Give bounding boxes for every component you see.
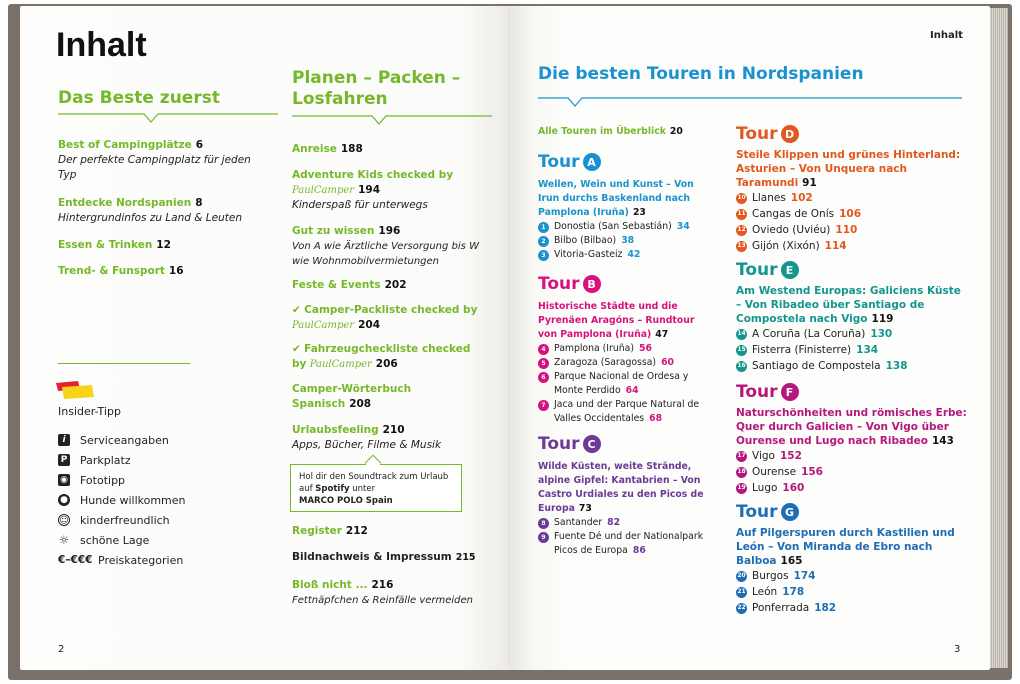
tour-label	[736, 382, 968, 402]
toc-entry-page: 196	[378, 225, 401, 237]
stop-name: Gijón (Xixón)	[752, 240, 820, 252]
toc-entry[interactable]	[292, 278, 407, 293]
toc-entry-page: 202	[384, 279, 407, 291]
tour-a[interactable]	[538, 152, 710, 262]
toc-entry[interactable]	[292, 168, 482, 213]
check-icon: ✔	[292, 343, 301, 355]
tour-stop[interactable]	[538, 516, 710, 530]
tour-description	[736, 406, 968, 448]
spotify-text: auf	[299, 484, 313, 494]
camera-icon: ◉	[58, 474, 70, 486]
stop-name: Santiago de Compostela	[752, 360, 881, 372]
box-pointer	[365, 455, 382, 472]
spotify-text: unter	[352, 484, 376, 494]
stop-number: 4	[538, 344, 549, 355]
tour-label	[736, 260, 968, 280]
toc-entry[interactable]	[58, 196, 258, 226]
price-symbol: €–€€€	[58, 554, 93, 566]
toc-entry-subtitle: Kinderspaß für unterwegs	[292, 199, 428, 211]
tour-desc-text: Historische Städte und die Pyrenäen Aragóns – Rundtour von Pamplona (Iruña)	[538, 301, 695, 340]
stop-name: Donostia (San Sebastián)	[554, 221, 672, 232]
tour-description	[538, 178, 710, 220]
stop-name: Vitoria-Gasteiz	[554, 249, 623, 260]
legend-label: Fototipp	[80, 473, 126, 487]
tour-stop[interactable]	[736, 342, 968, 358]
legend-item	[58, 430, 186, 450]
stop-number: 8	[538, 518, 549, 529]
tour-letter-badge: A	[583, 153, 601, 171]
spotify-brand: Spotify	[315, 484, 350, 494]
toc-entry-page: 204	[358, 319, 380, 331]
toc-entry-page: 16	[168, 265, 184, 277]
tour-stop[interactable]	[538, 234, 710, 248]
tour-stop[interactable]	[736, 464, 968, 480]
section-heading-best: Das Beste zuerst	[58, 88, 220, 108]
stop-page: 182	[814, 602, 837, 614]
toc-entry-title: Essen & Trinken	[58, 239, 153, 251]
tour-page: 119	[871, 313, 894, 325]
toc-entry-title: Bloß nicht ...	[292, 579, 368, 591]
toc-entry-title: Feste & Events	[292, 279, 381, 291]
stop-page: 102	[790, 192, 813, 204]
stop-number: 6	[538, 372, 549, 383]
legend-label: Parkplatz	[80, 453, 131, 467]
stop-name: Santander	[554, 517, 603, 528]
overview-page: 20	[669, 126, 683, 137]
tour-stop[interactable]	[736, 480, 968, 496]
tour-c[interactable]	[538, 434, 710, 558]
stop-name: Pamplona (Iruña)	[554, 343, 634, 354]
toc-entry[interactable]	[292, 550, 476, 565]
toc-entry[interactable]	[292, 303, 482, 333]
stop-page: 110	[835, 224, 858, 236]
stop-name: Parque Nacional de Ordesa y Monte Perdido	[554, 371, 689, 396]
toc-entry[interactable]	[58, 264, 258, 279]
page-number: 3	[954, 644, 961, 655]
toc-entry[interactable]	[292, 423, 482, 453]
stop-page: 160	[782, 482, 805, 494]
tour-b[interactable]	[538, 274, 710, 426]
tour-desc-text: Wilde Küsten, weite Strände, alpine Gipfel: Kantabrien – Von Castro Urdiales zu den Picos de Europa	[538, 461, 704, 514]
tour-letter-badge: B	[583, 275, 601, 293]
tour-word: Tour	[736, 124, 778, 144]
toc-entry-page: 12	[156, 239, 171, 251]
stop-page: 38	[621, 235, 635, 246]
tour-g[interactable]	[736, 502, 968, 616]
stop-page: 82	[607, 517, 621, 528]
toc-entry-title: Entdecke Nordspanien	[58, 197, 192, 209]
toc-entry-page: 216	[371, 579, 394, 591]
tour-label	[538, 434, 710, 454]
stop-number: 19	[736, 483, 747, 494]
stop-number: 10	[736, 193, 747, 204]
stop-page: 42	[627, 249, 641, 260]
tour-page: 143	[931, 435, 954, 447]
info-icon: i	[58, 434, 70, 446]
stop-number: 20	[736, 571, 747, 582]
stop-name: Ponferrada	[752, 602, 810, 614]
tour-word: Tour	[736, 260, 778, 280]
parking-icon: P	[58, 454, 70, 466]
spotify-playlist: MARCO POLO Spain	[299, 496, 393, 506]
paw-icon: ●	[58, 494, 70, 506]
section-divider	[538, 96, 962, 110]
section-heading-tours: Die besten Touren in Nordspanien	[538, 64, 864, 84]
tour-letter-badge: D	[781, 125, 799, 143]
toc-entry-title: Anreise	[292, 143, 337, 155]
stop-number: 2	[538, 236, 549, 247]
toc-entry-subtitle: Hintergrundinfos zu Land & Leuten	[58, 212, 242, 224]
toc-entry-subtitle: Fettnäpfchen & Reinfälle vermeiden	[292, 595, 474, 606]
stop-name: Bilbo (Bilbao)	[554, 235, 617, 246]
stop-number: 16	[736, 361, 747, 372]
insider-tip-label: Insider-Tipp	[58, 405, 121, 418]
toc-entry[interactable]	[292, 224, 482, 269]
legend-label: Hunde willkommen	[80, 493, 186, 507]
toc-entry[interactable]	[58, 238, 258, 253]
tour-page: 23	[632, 207, 646, 218]
tour-label	[736, 502, 968, 522]
tour-desc-text: Wellen, Wein und Kunst – Von Irun durchs Baskenland nach Pamplona (Iruña)	[538, 179, 694, 218]
stop-name: Zaragoza (Saragossa)	[554, 357, 657, 368]
right-page	[508, 6, 990, 670]
tour-stop[interactable]	[736, 206, 968, 222]
toc-entry-page: 212	[345, 525, 368, 537]
toc-entry-title: Camper-Wörterbuch Spanisch	[292, 383, 412, 410]
stop-name: León	[752, 586, 778, 598]
toc-entry[interactable]	[292, 524, 368, 539]
stop-page: 64	[625, 385, 639, 396]
stop-name: Llanes	[752, 192, 786, 204]
overview-label: Alle Touren im Überblick	[538, 126, 666, 137]
toc-entry-page: 8	[195, 197, 203, 209]
toc-entry-title: Best of Campingplätze	[58, 139, 192, 151]
toc-entry-page: 210	[382, 424, 405, 436]
toc-entry-subtitle: Von A wie Ärztliche Versorgung bis W wie Wohnmobilvermietungen	[292, 241, 479, 267]
legend-divider	[58, 363, 190, 364]
legend-label: Serviceangaben	[80, 433, 169, 447]
tour-letter-badge: F	[781, 383, 799, 401]
tour-stop[interactable]	[736, 222, 968, 238]
stop-page: 178	[782, 586, 805, 598]
stop-number: 14	[736, 329, 747, 340]
tour-e[interactable]	[736, 260, 968, 374]
tour-d[interactable]	[736, 124, 968, 254]
stop-name: Ourense	[752, 466, 797, 478]
tour-stop[interactable]	[736, 448, 968, 464]
stop-page: 130	[870, 328, 893, 340]
legend-label: kinderfreundlich	[80, 513, 170, 527]
toc-entry-title: Adventure Kids checked by	[292, 169, 454, 181]
stop-number: 13	[736, 241, 747, 252]
tour-letter-badge: C	[583, 435, 601, 453]
toc-entry-title: Trend- & Funsport	[58, 265, 165, 277]
tour-label	[538, 152, 710, 172]
toc-entry-page: 6	[195, 139, 204, 151]
stop-name: A Coruña (La Coruña)	[752, 328, 866, 340]
stop-name: Burgos	[752, 570, 789, 582]
legend-item	[58, 450, 186, 470]
tour-description	[736, 284, 968, 326]
tour-stop[interactable]	[736, 600, 968, 616]
tour-word: Tour	[538, 152, 580, 172]
tour-word: Tour	[538, 274, 580, 294]
toc-entry-subtitle: Apps, Bücher, Filme & Musik	[292, 439, 442, 451]
stop-page: 138	[885, 360, 908, 372]
toc-entry-page: 206	[375, 358, 398, 370]
toc-entry[interactable]	[292, 382, 422, 412]
stop-page: 60	[661, 357, 675, 368]
stop-number: 1	[538, 222, 549, 233]
legend-item	[58, 490, 186, 510]
tour-letter-badge: E	[781, 261, 799, 279]
toc-entry[interactable]	[58, 138, 258, 183]
tour-label	[736, 124, 968, 144]
tour-description	[538, 300, 710, 342]
tour-word: Tour	[736, 502, 778, 522]
stop-number: 21	[736, 587, 747, 598]
stop-number: 22	[736, 603, 747, 614]
spotify-box	[290, 464, 462, 512]
legend-label: schöne Lage	[80, 533, 150, 547]
legend-item	[58, 510, 186, 530]
tour-stop[interactable]	[736, 238, 968, 254]
tour-stop[interactable]	[538, 398, 710, 426]
tour-desc-text: Naturschönheiten und römisches Erbe: Quer durch Galicien – Von Vigo über Ourense und Lugo nach Ribadeo	[736, 407, 967, 447]
section-divider	[292, 114, 492, 128]
legend-item	[58, 470, 186, 490]
toc-entry-title: Gut zu wissen	[292, 225, 375, 237]
stop-page: 114	[824, 240, 847, 252]
legend-list	[58, 430, 186, 570]
toc-entry-page: 194	[358, 184, 380, 196]
tour-letter-badge: G	[781, 503, 799, 521]
toc-entry-page: 188	[340, 143, 363, 155]
brand-logo: PaulCamper	[292, 320, 355, 331]
page-title: Inhalt	[56, 26, 147, 64]
tour-stop[interactable]	[736, 358, 968, 374]
stop-number: 15	[736, 345, 747, 356]
stop-number: 9	[538, 532, 549, 543]
stop-page: 34	[676, 221, 690, 232]
tour-desc-text: Steile Klippen und grünes Hinterland: Asturien – Von Unquera nach Taramundi	[736, 149, 961, 189]
tour-stop[interactable]	[538, 370, 710, 398]
tour-desc-text: Auf Pilgerspuren durch Kastilien und León – Von Miranda de Ebro nach Balboa	[736, 527, 955, 567]
stop-number: 7	[538, 400, 549, 411]
section-divider	[58, 112, 278, 126]
stop-name: Fuente Dé und der Nationalpark Picos de Europa	[554, 531, 704, 556]
page-number: 2	[58, 644, 65, 655]
tour-page: 91	[802, 177, 817, 189]
stop-page: 86	[632, 545, 646, 556]
toc-entry[interactable]	[292, 578, 492, 608]
kids-icon: ☺	[59, 516, 69, 526]
legend-item	[58, 530, 186, 550]
stop-number: 5	[538, 358, 549, 369]
stop-number: 18	[736, 467, 747, 478]
stop-number: 11	[736, 209, 747, 220]
tour-stop[interactable]	[538, 342, 710, 356]
stop-number: 3	[538, 250, 549, 261]
tour-stop[interactable]	[538, 248, 710, 262]
stop-name: Vigo	[752, 450, 775, 462]
page-edges	[990, 8, 1008, 668]
tour-stop[interactable]	[538, 356, 710, 370]
brand-logo: PaulCamper	[292, 185, 355, 196]
toc-entry-title: Camper-Packliste checked by	[304, 304, 478, 316]
tour-description	[736, 148, 968, 190]
legend-label: Preiskategorien	[98, 553, 184, 567]
spotify-text: Hol dir den Soundtrack zum Urlaub	[299, 472, 449, 482]
tour-stop[interactable]	[736, 584, 968, 600]
toc-entry[interactable]	[292, 142, 363, 157]
tour-page: 47	[655, 329, 669, 340]
stop-page: 156	[801, 466, 823, 478]
tour-stop[interactable]	[736, 568, 968, 584]
toc-entry-title: Urlaubsfeeling	[292, 424, 379, 436]
tour-stop[interactable]	[736, 326, 968, 342]
legend-item	[58, 550, 186, 570]
stop-name: Cangas de Onís	[752, 208, 835, 220]
toc-entry-page: 208	[349, 398, 372, 410]
tour-page: 73	[578, 503, 592, 514]
running-head: Inhalt	[930, 30, 963, 41]
tour-desc-text: Am Westend Europas: Galiciens Küste – Von Ribadeo über Santiago de Compostela nach Vigo	[736, 285, 961, 325]
check-icon: ✔	[292, 304, 301, 316]
stop-page: 134	[856, 344, 879, 356]
tour-stop[interactable]	[538, 220, 710, 234]
tour-description	[538, 460, 710, 516]
toc-entry[interactable]	[292, 342, 482, 372]
toc-entry-page: 215	[455, 552, 476, 563]
brand-logo: PaulCamper	[309, 359, 372, 370]
tour-stop[interactable]	[538, 530, 710, 558]
stop-name: Jaca und der Parque Natural de Valles Occidentales	[554, 399, 700, 424]
toc-entry-title: Register	[292, 525, 342, 537]
tour-description	[736, 526, 968, 568]
toc-entry-title: Bildnachweis & Impressum	[292, 551, 452, 563]
sun-icon: ☼	[58, 533, 70, 547]
left-page	[20, 6, 508, 670]
stop-name: Fisterra (Finisterre)	[752, 344, 852, 356]
toc-entry-subtitle: Der perfekte Campingplatz für jeden Typ	[58, 154, 251, 181]
stop-page: 56	[638, 343, 652, 354]
tour-stop[interactable]	[736, 190, 968, 206]
stop-page: 68	[649, 413, 663, 424]
tour-word: Tour	[736, 382, 778, 402]
insider-tip-icon	[56, 381, 96, 399]
tour-f[interactable]	[736, 382, 968, 496]
stop-number: 17	[736, 451, 747, 462]
stop-page: 106	[839, 208, 862, 220]
stop-number: 12	[736, 225, 747, 236]
stop-page: 152	[779, 450, 802, 462]
section-heading-plan: Planen – Packen – Losfahren	[292, 68, 461, 109]
tour-page: 165	[780, 555, 803, 567]
stop-name: Lugo	[752, 482, 778, 494]
stop-page: 174	[793, 570, 816, 582]
stop-name: Oviedo (Uviéu)	[752, 224, 831, 236]
overview-entry[interactable]	[538, 124, 683, 139]
toc-entry-title: Fahrzeugcheckliste checked by	[292, 343, 471, 370]
tour-word: Tour	[538, 434, 580, 454]
tour-label	[538, 274, 710, 294]
